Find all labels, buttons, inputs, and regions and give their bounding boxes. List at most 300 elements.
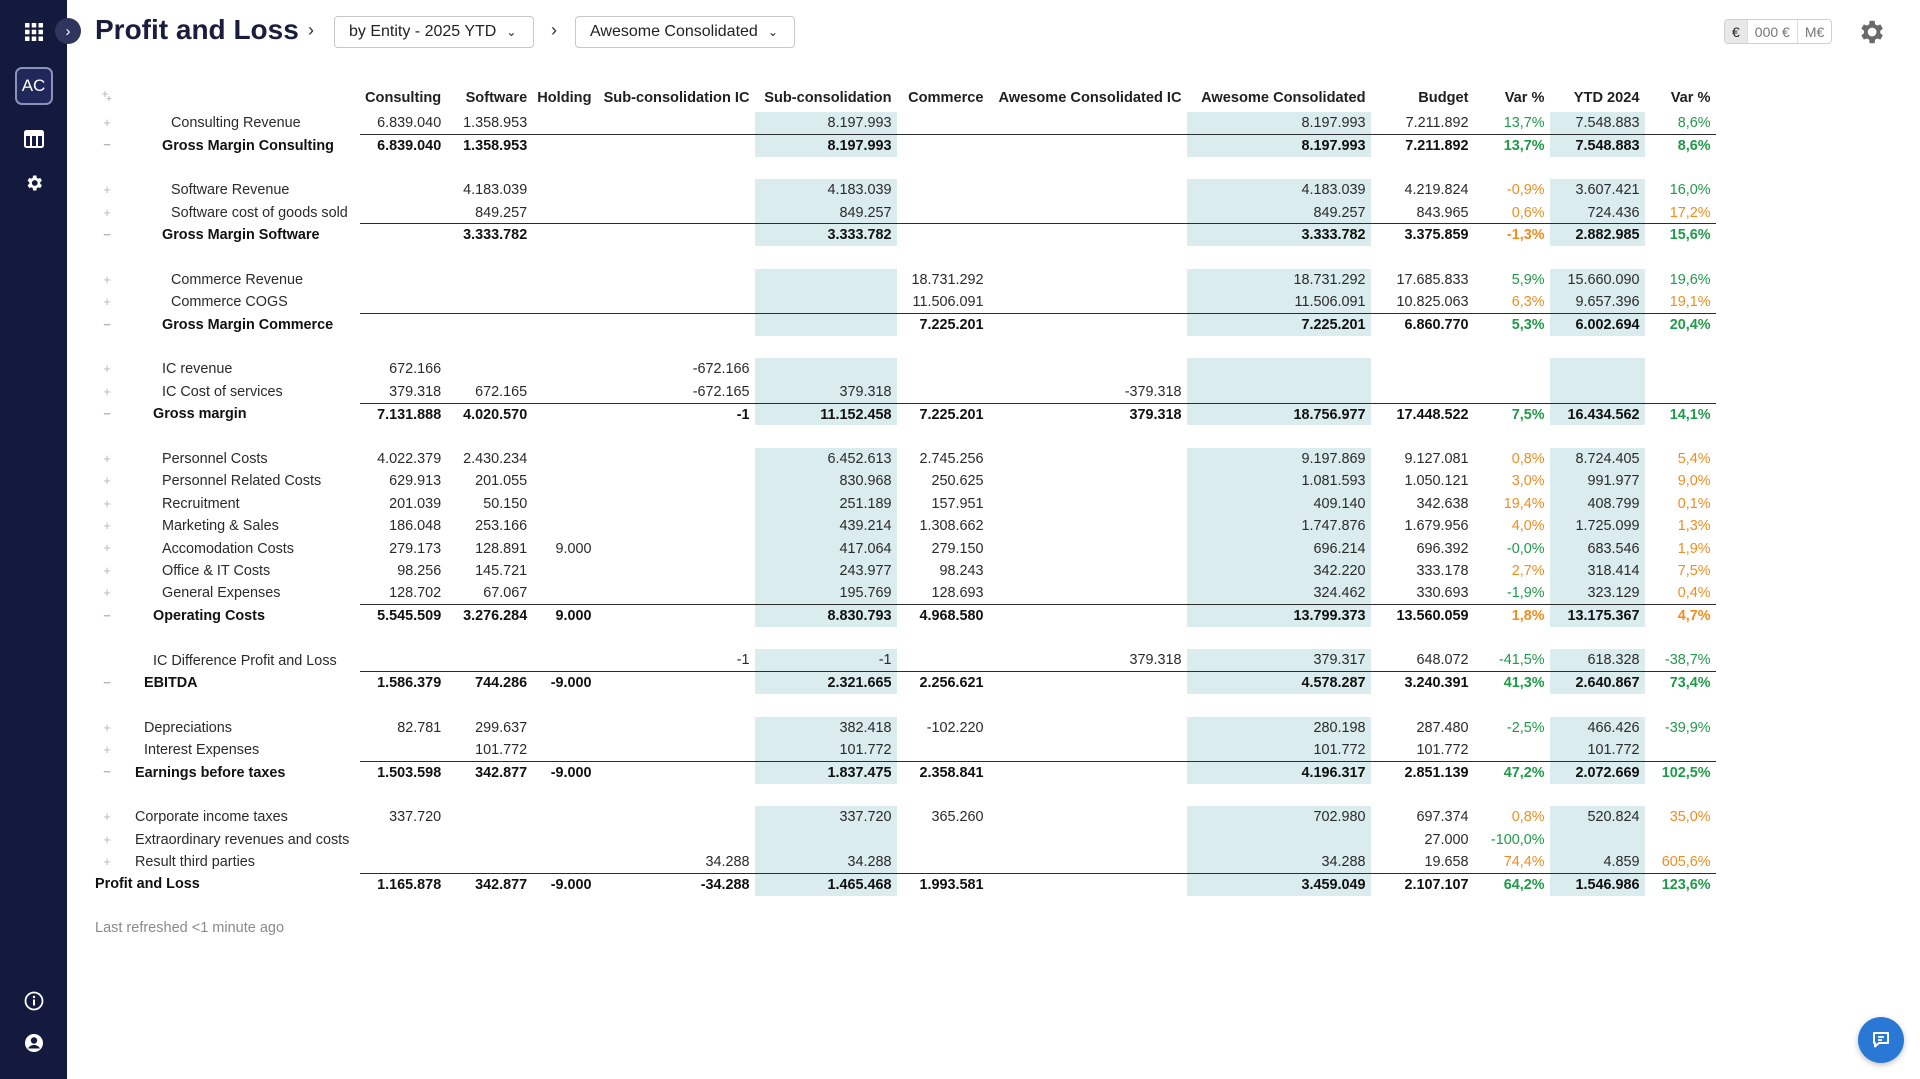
value-cell: 16.434.562 xyxy=(1550,403,1645,425)
value-cell xyxy=(597,672,755,694)
value-cell xyxy=(597,179,755,201)
value-cell xyxy=(360,829,446,851)
value-cell: 1,9% xyxy=(1677,540,1711,557)
row-label xyxy=(95,358,360,380)
spacer-cell xyxy=(95,784,1716,806)
value-cell xyxy=(989,873,1187,895)
expand-icon[interactable]: + xyxy=(103,585,111,601)
value-cell: 683.546 xyxy=(1550,537,1645,559)
value-cell xyxy=(532,202,596,224)
value-cell: 2.321.665 xyxy=(755,672,897,694)
value-cell: 342.638 xyxy=(1416,495,1469,512)
value-cell: 6,3% xyxy=(1511,294,1545,311)
spacer-cell xyxy=(95,694,1716,716)
row-label-text: Commerce Revenue xyxy=(171,271,303,288)
value-cell xyxy=(532,717,596,739)
value-cell: 98.256 xyxy=(397,563,442,579)
table-row xyxy=(95,739,1716,761)
value-cell: 672.166 xyxy=(389,361,442,378)
value-cell: 280.198 xyxy=(1187,717,1371,739)
value-cell xyxy=(1645,358,1716,380)
value-cell xyxy=(1371,381,1474,403)
value-cell xyxy=(1474,358,1550,380)
row-label xyxy=(95,672,360,694)
value-cell: 4,7% xyxy=(1645,605,1716,627)
row-label xyxy=(95,851,360,873)
collapse-icon[interactable]: − xyxy=(103,137,111,153)
value-cell: 4.183.039 xyxy=(1187,179,1371,201)
value-cell: 7.225.201 xyxy=(897,403,989,425)
value-cell: 466.426 xyxy=(1550,717,1645,739)
value-cell xyxy=(755,829,897,851)
spacer-cell xyxy=(95,157,1716,179)
row-label-text: Result third parties xyxy=(135,854,255,871)
table-row xyxy=(95,537,1716,559)
value-cell: 157.951 xyxy=(931,495,984,512)
table-row xyxy=(95,358,1716,380)
value-cell: 5.545.509 xyxy=(360,605,446,627)
value-cell xyxy=(597,112,755,134)
column-header: Budget xyxy=(1418,90,1469,106)
value-cell xyxy=(989,269,1187,291)
collapse-icon[interactable]: − xyxy=(103,316,111,332)
spacer-row xyxy=(95,336,1716,358)
value-cell xyxy=(989,806,1187,828)
value-cell: 342.220 xyxy=(1187,560,1371,582)
value-cell: -9.000 xyxy=(532,873,596,895)
expand-icon[interactable]: + xyxy=(103,831,111,847)
value-cell xyxy=(989,112,1187,134)
value-cell: 4.578.287 xyxy=(1187,672,1371,694)
table-row xyxy=(95,829,1716,851)
value-cell xyxy=(1645,739,1716,761)
settings-gear-icon[interactable] xyxy=(1856,17,1886,47)
table-row xyxy=(95,560,1716,582)
value-cell: -672.166 xyxy=(692,361,750,378)
row-label-text: Interest Expenses xyxy=(144,742,260,759)
value-cell xyxy=(897,202,989,224)
value-cell: 333.178 xyxy=(1416,563,1469,579)
table-row xyxy=(95,649,1716,671)
value-cell: -102.220 xyxy=(926,719,984,736)
value-cell: 7,5% xyxy=(1474,403,1550,425)
table-row xyxy=(95,717,1716,739)
value-cell: 697.374 xyxy=(1416,809,1469,826)
row-label-text: Earnings before taxes xyxy=(135,764,286,781)
value-cell: 2.430.234 xyxy=(463,451,528,468)
spacer-cell xyxy=(95,246,1716,268)
value-cell xyxy=(360,291,446,313)
column-header: YTD 2024 xyxy=(1573,90,1640,106)
value-cell: 830.968 xyxy=(755,470,897,492)
value-cell xyxy=(532,582,596,604)
value-cell: 8.197.993 xyxy=(1187,134,1371,156)
value-cell xyxy=(532,358,596,380)
value-cell xyxy=(989,202,1187,224)
expand-icon[interactable]: + xyxy=(103,271,111,287)
value-cell: 520.824 xyxy=(1550,806,1645,828)
value-cell: 8,6% xyxy=(1645,134,1716,156)
spacer-row xyxy=(95,157,1716,179)
value-cell: 19,6% xyxy=(1669,271,1711,288)
value-cell xyxy=(360,202,446,224)
value-cell: 253.166 xyxy=(475,518,528,535)
value-cell: 17.685.833 xyxy=(1396,271,1469,288)
column-header: Holding xyxy=(537,90,592,106)
row-label xyxy=(95,493,360,515)
value-cell: 17.448.522 xyxy=(1371,403,1474,425)
chat-button[interactable] xyxy=(1858,1017,1904,1063)
value-cell: 20,4% xyxy=(1645,314,1716,336)
value-cell xyxy=(897,112,989,134)
table-row xyxy=(95,269,1716,291)
expand-icon[interactable]: + xyxy=(103,204,111,220)
value-cell xyxy=(755,269,897,291)
spacer-row xyxy=(95,425,1716,447)
value-cell: 1.165.878 xyxy=(360,873,446,895)
value-cell: 9.000 xyxy=(555,540,592,557)
value-cell: 17,2% xyxy=(1669,204,1711,221)
user-icon[interactable] xyxy=(0,1026,67,1060)
value-cell: 8,6% xyxy=(1677,114,1711,131)
value-cell: -9.000 xyxy=(532,761,596,783)
value-cell xyxy=(446,269,532,291)
value-cell: 1.546.986 xyxy=(1550,873,1645,895)
value-cell: 3,0% xyxy=(1511,473,1545,490)
value-cell: 250.625 xyxy=(931,473,984,490)
value-cell xyxy=(597,761,755,783)
value-cell: 1.081.593 xyxy=(1187,470,1371,492)
entity-selector-dropdown[interactable] xyxy=(575,16,795,48)
value-cell: 7.211.892 xyxy=(1371,134,1474,156)
value-cell xyxy=(989,291,1187,313)
row-label xyxy=(95,717,360,739)
value-cell: 439.214 xyxy=(755,515,897,537)
expand-icon[interactable]: + xyxy=(103,540,111,556)
add-row-icon[interactable] xyxy=(100,90,114,105)
value-cell: 6.002.694 xyxy=(1550,314,1645,336)
value-cell xyxy=(597,739,755,761)
value-cell: 1.725.099 xyxy=(1550,515,1645,537)
table-icon[interactable] xyxy=(0,122,67,156)
value-cell xyxy=(597,493,755,515)
row-label xyxy=(95,403,360,425)
value-cell: -39,9% xyxy=(1664,719,1711,736)
row-label-text: Gross margin xyxy=(153,406,247,423)
column-header: Var % xyxy=(1670,90,1711,106)
collapse-icon[interactable]: − xyxy=(103,406,111,422)
value-cell xyxy=(989,448,1187,470)
value-cell xyxy=(446,314,532,336)
value-cell xyxy=(532,493,596,515)
value-cell: 9.657.396 xyxy=(1550,291,1645,313)
value-cell: 8.197.993 xyxy=(1187,112,1371,134)
company-avatar-button[interactable] xyxy=(0,66,67,106)
value-cell: 3.459.049 xyxy=(1187,873,1371,895)
value-cell xyxy=(897,649,989,671)
value-cell: 11.152.458 xyxy=(755,403,897,425)
table-row xyxy=(95,605,1716,627)
info-icon[interactable] xyxy=(0,984,67,1018)
table-row xyxy=(95,582,1716,604)
value-cell: 201.055 xyxy=(475,473,528,490)
table-row xyxy=(95,761,1716,783)
row-label-text: Marketing & Sales xyxy=(162,518,279,535)
value-cell: 50.150 xyxy=(483,495,528,512)
value-cell: -1 xyxy=(755,649,897,671)
value-cell: 19,1% xyxy=(1669,294,1711,311)
value-cell: 3.607.421 xyxy=(1550,179,1645,201)
value-cell: 849.257 xyxy=(475,204,528,221)
value-cell: -34.288 xyxy=(597,873,755,895)
value-cell: 15.660.090 xyxy=(1550,269,1645,291)
value-cell: 67.067 xyxy=(483,585,528,602)
value-cell: 13,7% xyxy=(1503,114,1545,131)
value-cell xyxy=(755,358,897,380)
chevron-down-icon: ⌄ xyxy=(767,25,778,39)
expand-icon[interactable]: + xyxy=(103,383,111,399)
value-cell: 8.724.405 xyxy=(1550,448,1645,470)
value-cell: 13.799.373 xyxy=(1187,605,1371,627)
expand-icon[interactable]: + xyxy=(103,115,111,130)
value-cell: 1.679.956 xyxy=(1404,518,1469,535)
value-cell: 101.772 xyxy=(1416,741,1469,758)
value-cell: -100,0% xyxy=(1490,831,1545,848)
row-label-text: Gross Margin Consulting xyxy=(162,137,334,154)
value-cell xyxy=(597,515,755,537)
row-label-text: EBITDA xyxy=(144,674,198,691)
value-cell: 8.197.993 xyxy=(755,112,897,134)
value-cell: 5,9% xyxy=(1511,271,1545,288)
value-cell xyxy=(597,560,755,582)
table-row xyxy=(95,314,1716,336)
value-cell: 101.772 xyxy=(1187,739,1371,761)
value-cell xyxy=(446,649,532,671)
value-cell: 7,5% xyxy=(1677,563,1711,579)
value-cell: -1,3% xyxy=(1474,224,1550,246)
row-label-text: Corporate income taxes xyxy=(135,809,288,826)
value-cell xyxy=(597,314,755,336)
value-cell: 417.064 xyxy=(755,537,897,559)
collapse-icon[interactable]: − xyxy=(103,226,111,242)
value-cell: 11.506.091 xyxy=(912,294,984,311)
expand-icon[interactable]: + xyxy=(103,518,111,534)
value-cell: 379.318 xyxy=(755,381,897,403)
value-cell: 3.276.284 xyxy=(446,605,532,627)
value-cell xyxy=(446,358,532,380)
value-cell: 2.640.867 xyxy=(1550,672,1645,694)
value-cell xyxy=(446,291,532,313)
row-label-text: Software cost of goods sold xyxy=(171,204,348,221)
value-cell: 696.214 xyxy=(1187,537,1371,559)
value-cell: 4.020.570 xyxy=(446,403,532,425)
value-cell: 1.050.121 xyxy=(1404,473,1469,490)
unit-thousand-euro-button[interactable]: 000 € xyxy=(1747,20,1797,43)
expand-icon[interactable]: + xyxy=(103,294,111,310)
value-cell xyxy=(532,134,596,156)
value-cell: 1.465.468 xyxy=(755,873,897,895)
value-cell: 365.260 xyxy=(931,809,984,826)
value-cell: -1 xyxy=(736,652,750,669)
value-cell: 27.000 xyxy=(1424,831,1469,848)
value-cell: 605,6% xyxy=(1661,853,1711,870)
value-cell xyxy=(360,314,446,336)
value-cell xyxy=(532,851,596,873)
value-cell: 702.980 xyxy=(1187,806,1371,828)
row-label xyxy=(95,314,360,336)
value-cell: 8.830.793 xyxy=(755,605,897,627)
unit-million-euro-button[interactable]: M€ xyxy=(1797,20,1831,43)
collapse-icon[interactable]: − xyxy=(103,674,111,690)
column-header: Sub-consolidation IC xyxy=(603,90,750,106)
value-cell xyxy=(597,605,755,627)
value-cell xyxy=(1550,381,1645,403)
value-cell: 991.977 xyxy=(1550,470,1645,492)
expand-icon[interactable]: + xyxy=(103,495,111,511)
row-label xyxy=(95,448,360,470)
value-cell xyxy=(360,739,446,761)
value-cell: 4.196.317 xyxy=(1187,761,1371,783)
value-cell xyxy=(532,560,596,582)
value-cell xyxy=(897,851,989,873)
value-cell: -41,5% xyxy=(1498,652,1545,669)
value-cell: 408.799 xyxy=(1550,493,1645,515)
value-cell: 2.107.107 xyxy=(1371,873,1474,895)
value-cell xyxy=(597,202,755,224)
value-cell xyxy=(1187,381,1371,403)
value-cell: 0,1% xyxy=(1677,495,1711,512)
value-cell: 186.048 xyxy=(389,518,442,535)
value-cell xyxy=(360,224,446,246)
value-cell xyxy=(532,403,596,425)
expand-icon[interactable]: + xyxy=(103,562,111,578)
collapse-icon[interactable]: − xyxy=(103,607,111,623)
chevron-right-icon: › xyxy=(308,20,314,40)
value-cell: 64,2% xyxy=(1474,873,1550,895)
value-cell xyxy=(360,179,446,201)
row-label-text: Profit and Loss xyxy=(95,876,200,893)
view-selector-dropdown[interactable] xyxy=(334,16,534,48)
value-cell: 618.328 xyxy=(1550,649,1645,671)
expand-icon[interactable]: + xyxy=(103,741,111,757)
chevron-right-icon: › xyxy=(65,22,71,40)
value-cell xyxy=(989,470,1187,492)
value-cell: 7.225.201 xyxy=(897,314,989,336)
value-cell xyxy=(597,537,755,559)
value-cell: -38,7% xyxy=(1664,652,1711,669)
spacer-row xyxy=(95,784,1716,806)
value-cell: 1,3% xyxy=(1677,518,1711,535)
sidebar-toggle-button[interactable] xyxy=(55,18,81,44)
row-label xyxy=(95,381,360,403)
value-cell: 201.039 xyxy=(389,495,442,512)
value-cell: 7.225.201 xyxy=(1187,314,1371,336)
value-cell: -379.318 xyxy=(1124,383,1182,400)
value-cell xyxy=(532,112,596,134)
value-cell: 1.308.662 xyxy=(919,518,984,535)
value-cell: 7.211.892 xyxy=(1405,114,1469,131)
value-cell: 6.452.613 xyxy=(755,448,897,470)
row-label xyxy=(95,515,360,537)
value-cell: 2.072.669 xyxy=(1550,761,1645,783)
value-cell: 47,2% xyxy=(1474,761,1550,783)
value-cell: 34.288 xyxy=(705,853,750,870)
row-label xyxy=(95,873,360,895)
value-cell xyxy=(989,314,1187,336)
table-row xyxy=(95,515,1716,537)
column-header: Commerce xyxy=(908,90,984,106)
spacer-row xyxy=(95,627,1716,649)
value-cell: 3.240.391 xyxy=(1371,672,1474,694)
value-cell xyxy=(755,291,897,313)
value-cell: 8.197.993 xyxy=(755,134,897,156)
value-cell: -1,9% xyxy=(1506,585,1545,602)
table-row xyxy=(95,448,1716,470)
value-cell: 10.825.063 xyxy=(1396,294,1469,311)
value-cell xyxy=(897,739,989,761)
expand-icon[interactable]: + xyxy=(103,809,111,825)
value-cell: 7.548.883 xyxy=(1550,112,1645,134)
row-label xyxy=(95,112,360,134)
unit-euro-button[interactable]: € xyxy=(1725,20,1747,43)
column-header: Sub-consolidation xyxy=(764,90,892,106)
value-cell: 15,6% xyxy=(1645,224,1716,246)
value-cell: 2.358.841 xyxy=(897,761,989,783)
expand-icon[interactable]: + xyxy=(103,853,111,869)
row-label-text: IC Cost of services xyxy=(162,383,283,400)
value-cell xyxy=(989,515,1187,537)
row-label xyxy=(95,761,360,783)
row-label-text: Commerce COGS xyxy=(171,294,288,311)
expand-icon[interactable]: + xyxy=(103,361,111,377)
value-cell: 337.720 xyxy=(755,806,897,828)
table-row xyxy=(95,403,1716,425)
value-cell xyxy=(897,224,989,246)
value-cell xyxy=(597,717,755,739)
gear-icon[interactable] xyxy=(0,166,67,200)
expand-icon[interactable]: + xyxy=(103,182,111,198)
value-cell: 18.756.977 xyxy=(1187,403,1371,425)
value-cell: 318.414 xyxy=(1550,560,1645,582)
value-cell: 19.658 xyxy=(1424,853,1469,870)
table-row xyxy=(95,493,1716,515)
value-cell: 1.358.953 xyxy=(463,114,528,131)
expand-icon[interactable]: + xyxy=(103,450,111,466)
column-header: Awesome Consolidated xyxy=(1201,90,1366,106)
value-cell: 7.548.883 xyxy=(1550,134,1645,156)
table-row xyxy=(95,873,1716,895)
expand-icon[interactable]: + xyxy=(103,719,111,735)
view-selector-label: by Entity - 2025 YTD xyxy=(349,23,497,40)
spacer-row xyxy=(95,694,1716,716)
value-cell: 3.333.782 xyxy=(755,224,897,246)
value-cell: 101.772 xyxy=(1550,739,1645,761)
last-refreshed-text: Last refreshed <1 minute ago xyxy=(95,920,285,936)
table-row xyxy=(95,470,1716,492)
expand-icon[interactable]: + xyxy=(103,473,111,489)
table-header-row xyxy=(95,84,1716,112)
collapse-icon[interactable]: − xyxy=(103,764,111,780)
column-header: Consulting xyxy=(365,90,442,106)
value-cell xyxy=(755,314,897,336)
value-cell: 0,4% xyxy=(1677,585,1711,602)
table-row xyxy=(95,202,1716,224)
value-cell xyxy=(1187,829,1371,851)
value-cell xyxy=(989,829,1187,851)
row-label xyxy=(95,605,360,627)
value-cell: -2,5% xyxy=(1506,719,1545,736)
value-cell: -0,0% xyxy=(1506,540,1545,557)
